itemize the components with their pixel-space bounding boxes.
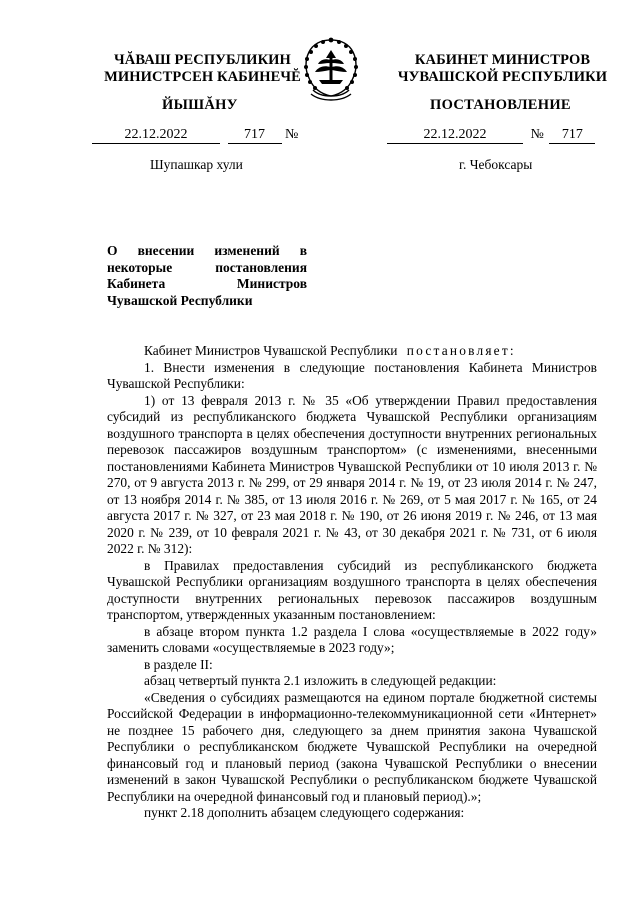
number-right: 717: [549, 127, 595, 144]
number-sign-left: №: [285, 127, 299, 142]
chuvash-emblem-icon: [299, 36, 363, 102]
paragraph-7: «Сведения о субсидиях размещаются на едином портале бюджетной системы Российской Федерации в информационно-телекоммуникационной сети «Интернет» не позднее 15 рабочего дня, следующего за днем принятия закона Чувашской Республики о республиканском бюджете Чувашской Республики на очередной финансовый год и плановый период (закона Чувашской Республики о внесении изменений в закон Чувашской Республики о республиканском бюджете Чувашской Республики на очередной финансовый год и плановый период).»;: [107, 689, 597, 804]
paragraph-6: абзац четвертый пункта 2.1 изложить в следующей редакции:: [144, 673, 497, 688]
header-left-line2: МИНИСТРСЕН КАБИНЕЧĔ: [104, 69, 301, 85]
paragraph-5: в разделе II:: [144, 656, 213, 672]
place-right: г. Чебоксары: [459, 157, 533, 172]
paragraph-2: 1) от 13 февраля 2013 г. № 35 «Об утверждении Правил предоставления субсидий из республиканского бюджета Чувашской Республики организациям воздушного транспорта в целях обеспечения доступности внутренних региональных перевозок пассажиров воздушным транспортом» (с изменениями, внесенными постановлениями Кабинета Министров Чувашской Республики от 10 июля 2013 г. № 270, от 9 августа 2013 г. № 299, от 29 января 2014 г. № 19, от 23 июля 2014 г. № 247, от 13 ноября 2014 г. № 385, от 13 июля 2016 г. № 269, от 5 мая 2017 г. № 165, от 24 августа 2017 г. № 327, от 23 мая 2018 г. № 190, от 26 июня 2019 г. № 246, от 13 мая 2020 г. № 239, от 10 февраля 2021 г. № 43, от 30 декабря 2021 г. № 731, от 6 июля 2022 г. № 312):: [107, 392, 597, 556]
date-number-right: [387, 127, 595, 144]
header-left-line1: ЧĂВАШ РЕСПУБЛИКИН: [114, 52, 291, 68]
doc-type-right: ПОСТАНОВЛЕНИЕ: [430, 97, 571, 113]
document-title: О внесении изменений в некоторые постановления Кабинета Министров Чувашской Республики: [107, 243, 307, 308]
date-left: 22.12.2022: [92, 127, 220, 144]
header-right-line1: КАБИНЕТ МИНИСТРОВ: [414, 52, 591, 68]
header-right-line2: ЧУВАШСКОЙ РЕСПУБЛИКИ: [397, 69, 608, 85]
intro-paragraph: [107, 343, 597, 360]
paragraph-1: 1. Внести изменения в следующие постановления Кабинета Министров Чувашской Республики:: [107, 359, 597, 391]
number-left: 717: [228, 127, 282, 144]
intro-prefix: Кабинет Министров Чувашской Республики: [144, 343, 398, 358]
doc-type-left: ЙЫШĂНУ: [162, 97, 238, 113]
paragraph-8: пункт 2.18 дополнить абзацем следующего содержания:: [144, 805, 465, 820]
paragraph-3: в Правилах предоставления субсидий из республиканского бюджета Чувашской Республики организациям воздушного транспорта в целях обеспечения доступности внутренних региональных перевозок пассажиров воздушным транспортом, утвержденных указанным постановлением:: [107, 557, 597, 622]
document-body: [107, 343, 597, 822]
date-number-left: [92, 127, 298, 144]
date-right: 22.12.2022: [387, 127, 523, 144]
intro-verb: постановляет:: [406, 343, 516, 358]
number-sign-right: №: [530, 127, 544, 142]
place-left: Шупашкар хули: [150, 157, 243, 172]
header-left-org: [95, 52, 310, 86]
paragraph-4: в абзаце втором пункта 1.2 раздела I слова «осуществляемые в 2022 году» заменить словами «осуществляемые в 2023 году»;: [107, 623, 597, 655]
header-right-org: [380, 52, 625, 86]
